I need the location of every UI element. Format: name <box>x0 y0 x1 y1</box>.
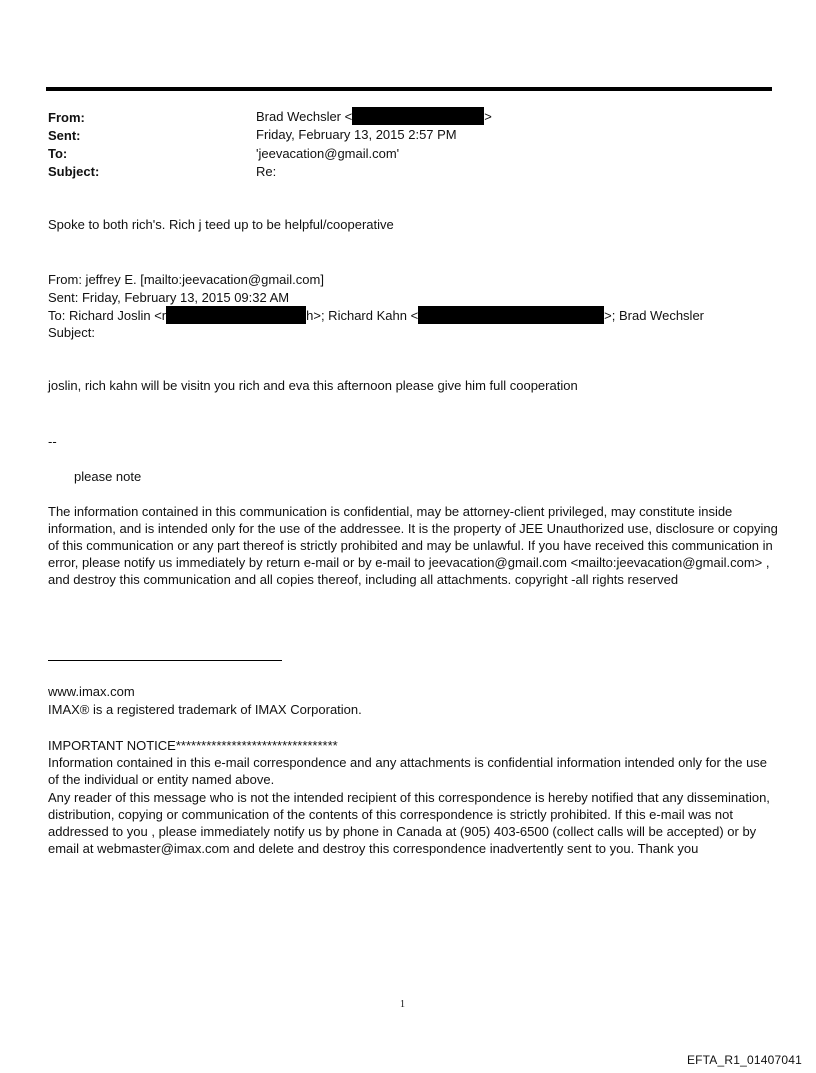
imax-trademark: IMAX® is a registered trademark of IMAX Corporation. <box>48 702 362 717</box>
signature-separator: -- <box>48 434 57 449</box>
orig-to-start: To: Richard Joslin <r <box>48 308 167 323</box>
notice-paragraph-1: Information contained in this e-mail correspondence and any attachments is confidential information intended only for the use of the individual or entity named above. <box>48 755 768 787</box>
signature-line <box>48 660 282 661</box>
redaction-box <box>352 107 484 125</box>
orig-to <box>48 306 704 324</box>
from-tail: > <box>484 109 492 124</box>
to-label: To: <box>48 146 68 161</box>
sent-label: Sent: <box>48 128 81 143</box>
please-note: please note <box>74 469 142 484</box>
page-number: 1 <box>400 999 405 1010</box>
imax-url: www.imax.com <box>48 684 135 699</box>
subject-label: Subject: <box>48 164 100 179</box>
notice-heading: IMPORTANT NOTICE******************************** <box>48 738 338 753</box>
notice-paragraph-2: Any reader of this message who is not the intended recipient of this correspondence is hereby notified that any dissemination, distribution, copying or communication of the contents of this correspondence is strictly prohibited. If this e-mail was not addressed to you , please immediately notify us by phone in Canada at (905) 403-6500 (collect calls will be accepted) or by email at webmaster@imax.com and delete and destroy this correspondence inadvertently sent to you. Thank you <box>48 790 770 856</box>
confidentiality-disclaimer: The information contained in this communication is confidential, may be attorney-client privileged, may constitute inside information, and is intended only for the use of the addressee. It is the property of JEE Unauthorized use, disclosure or copying of this communication or any part thereof is strictly prohibited and may be unlawful. If you have received this communication in error, please notify us immediately by return e-mail or by e-mail to jeevacation@gmail.com <mailto:jeevacation@gmail.com> , and destroy this communication and all copies thereof, including all attachments. copyright -all rights reserved <box>48 504 778 587</box>
orig-subject: Subject: <box>48 325 95 340</box>
orig-to-end: >; Brad Wechsler <box>604 308 705 323</box>
original-message: joslin, rich kahn will be visitn you rich and eva this afternoon please give him full cooperation <box>48 378 578 393</box>
document-id: EFTA_R1_01407041 <box>686 1053 802 1067</box>
sent-value: Friday, February 13, 2015 2:57 PM <box>256 127 457 142</box>
redaction-box <box>166 306 306 324</box>
orig-sent: Sent: Friday, February 13, 2015 09:32 AM <box>48 290 290 305</box>
subject-value: Re: <box>256 164 277 179</box>
from-name: Brad Wechsler < <box>256 109 353 124</box>
top-rule <box>46 87 772 91</box>
from-label: From: <box>48 110 85 125</box>
orig-from: From: jeffrey E. [mailto:jeevacation@gmail.com] <box>48 272 324 287</box>
reply-text: Spoke to both rich's. Rich j teed up to be helpful/cooperative <box>48 217 394 232</box>
from-value <box>256 107 492 125</box>
redaction-box <box>418 306 604 324</box>
orig-to-middle: h>; Richard Kahn < <box>306 308 419 323</box>
to-value: 'jeevacation@gmail.com' <box>256 146 400 161</box>
